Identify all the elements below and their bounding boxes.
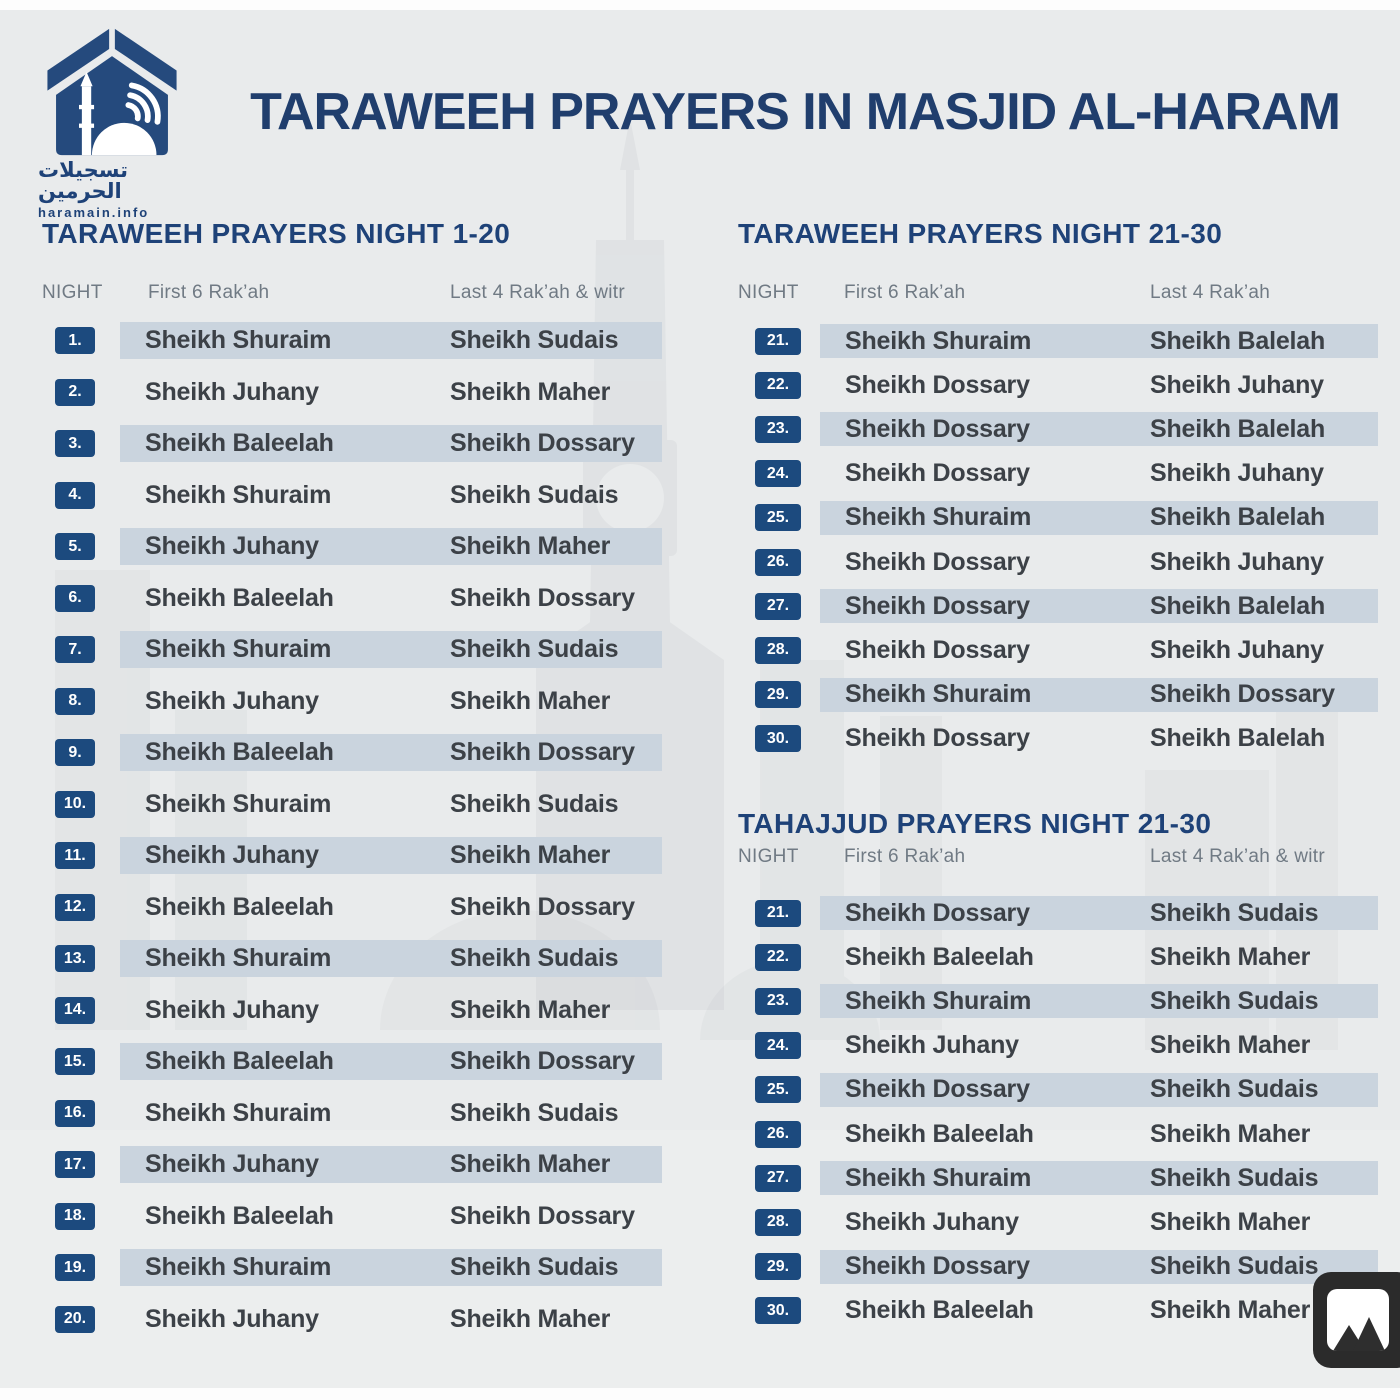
first-rakah-sheikh: Sheikh Shuraim <box>145 944 332 973</box>
column-header-first-rakah: First 6 Rak’ah <box>844 846 966 867</box>
first-rakah-sheikh: Sheikh Baleelah <box>145 738 334 767</box>
night-number-badge: 22. <box>755 372 801 399</box>
last-rakah-sheikh: Sheikh Balelah <box>1150 724 1326 753</box>
haramain-logo <box>38 26 218 220</box>
first-rakah-sheikh: Sheikh Dossary <box>845 1075 1030 1104</box>
night-number-badge: 24. <box>755 460 801 487</box>
first-rakah-sheikh: Sheikh Baleelah <box>145 429 334 458</box>
first-rakah-sheikh: Sheikh Shuraim <box>145 480 332 509</box>
table-row <box>42 830 662 882</box>
last-rakah-sheikh: Sheikh Maher <box>1150 1119 1311 1148</box>
row-band <box>120 837 662 874</box>
last-rakah-sheikh: Sheikh Juhany <box>1150 635 1324 664</box>
first-rakah-sheikh: Sheikh Shuraim <box>145 635 332 664</box>
night-number-badge: 12. <box>55 894 95 921</box>
last-rakah-sheikh: Sheikh Juhany <box>1150 459 1324 488</box>
last-rakah-sheikh: Sheikh Maher <box>1150 1207 1311 1236</box>
last-rakah-sheikh: Sheikh Sudais <box>450 635 619 664</box>
row-band <box>120 528 662 565</box>
row-band <box>120 580 662 617</box>
logo-domain-text: haramain.info <box>38 205 150 220</box>
row-band <box>820 324 1378 358</box>
table-row <box>42 882 662 934</box>
table-row <box>738 452 1378 496</box>
table-row <box>42 624 662 676</box>
first-rakah-sheikh: Sheikh Baleelah <box>845 942 1034 971</box>
night-number-badge: 30. <box>755 725 801 752</box>
row-band <box>820 545 1378 579</box>
first-rakah-sheikh: Sheikh Shuraim <box>845 503 1032 532</box>
first-rakah-sheikh: Sheikh Juhany <box>145 1150 319 1179</box>
first-rakah-sheikh: Sheikh Dossary <box>845 370 1030 399</box>
first-rakah-sheikh: Sheikh Baleelah <box>145 1047 334 1076</box>
row-band <box>820 1205 1378 1239</box>
row-band <box>820 1073 1378 1107</box>
table-row <box>42 573 662 625</box>
last-rakah-sheikh: Sheikh Maher <box>1150 1296 1311 1325</box>
last-rakah-sheikh: Sheikh Balelah <box>1150 326 1326 355</box>
last-rakah-sheikh: Sheikh Dossary <box>450 738 635 767</box>
section-title: TARAWEEH PRAYERS NIGHT 21-30 <box>738 218 1223 249</box>
row-band <box>120 1146 662 1183</box>
page-title: TARAWEEH PRAYERS IN MASJID AL-HARAM <box>250 83 1340 141</box>
column-headers <box>42 282 662 306</box>
night-number-badge: 5. <box>55 533 95 560</box>
row-band <box>820 678 1378 712</box>
row-band <box>120 889 662 926</box>
column-headers <box>738 846 1378 870</box>
night-number-badge: 3. <box>55 430 95 457</box>
image-placeholder-icon[interactable] <box>1313 1272 1400 1368</box>
table-row <box>738 979 1378 1023</box>
table-row <box>738 1024 1378 1068</box>
row-band <box>820 1294 1378 1328</box>
night-number-badge: 8. <box>55 688 95 715</box>
table-row <box>42 1139 662 1191</box>
first-rakah-sheikh: Sheikh Juhany <box>145 377 319 406</box>
row-band <box>120 1249 662 1286</box>
row-band <box>820 633 1378 667</box>
column-headers <box>738 282 1378 306</box>
night-number-badge: 28. <box>755 1209 801 1236</box>
row-band <box>120 940 662 977</box>
night-number-badge: 17. <box>55 1151 95 1178</box>
last-rakah-sheikh: Sheikh Juhany <box>1150 370 1324 399</box>
table-row <box>42 933 662 985</box>
last-rakah-sheikh: Sheikh Dossary <box>450 583 635 612</box>
last-rakah-sheikh: Sheikh Sudais <box>1150 1163 1319 1192</box>
first-rakah-sheikh: Sheikh Shuraim <box>145 1253 332 1282</box>
last-rakah-sheikh: Sheikh Sudais <box>450 480 619 509</box>
night-number-badge: 15. <box>55 1048 95 1075</box>
night-number-badge: 29. <box>755 681 801 708</box>
column-header-night: NIGHT <box>738 282 799 303</box>
last-rakah-sheikh: Sheikh Balelah <box>1150 503 1326 532</box>
last-rakah-sheikh: Sheikh Maher <box>450 686 611 715</box>
section-taraweeh-1-20 <box>42 218 662 1345</box>
table-rows <box>738 319 1378 761</box>
table-row <box>738 319 1378 363</box>
table-row <box>42 727 662 779</box>
first-rakah-sheikh: Sheikh Juhany <box>145 532 319 561</box>
night-number-badge: 1. <box>55 327 95 354</box>
last-rakah-sheikh: Sheikh Dossary <box>450 429 635 458</box>
row-band <box>120 1301 662 1338</box>
first-rakah-sheikh: Sheikh Juhany <box>845 1207 1019 1236</box>
last-rakah-sheikh: Sheikh Dossary <box>1150 680 1335 709</box>
first-rakah-sheikh: Sheikh Dossary <box>845 724 1030 753</box>
row-band <box>820 1161 1378 1195</box>
night-number-badge: 23. <box>755 988 801 1015</box>
night-number-badge: 14. <box>55 997 95 1024</box>
table-row <box>738 1200 1378 1244</box>
table-row <box>42 470 662 522</box>
night-number-badge: 21. <box>755 328 801 355</box>
night-number-badge: 28. <box>755 637 801 664</box>
night-number-badge: 24. <box>755 1032 801 1059</box>
first-rakah-sheikh: Sheikh Dossary <box>845 635 1030 664</box>
last-rakah-sheikh: Sheikh Maher <box>1150 942 1311 971</box>
first-rakah-sheikh: Sheikh Shuraim <box>845 326 1032 355</box>
first-rakah-sheikh: Sheikh Baleelah <box>145 1201 334 1230</box>
mountains-glyph <box>1331 1311 1385 1351</box>
last-rakah-sheikh: Sheikh Dossary <box>450 1047 635 1076</box>
first-rakah-sheikh: Sheikh Dossary <box>845 459 1030 488</box>
first-rakah-sheikh: Sheikh Juhany <box>145 1304 319 1333</box>
night-number-badge: 4. <box>55 482 95 509</box>
column-header-night: NIGHT <box>42 282 103 303</box>
night-number-badge: 23. <box>755 416 801 443</box>
night-number-badge: 25. <box>755 1076 801 1103</box>
first-rakah-sheikh: Sheikh Juhany <box>145 995 319 1024</box>
section-title: TARAWEEH PRAYERS NIGHT 1-20 <box>42 218 511 249</box>
first-rakah-sheikh: Sheikh Baleelah <box>145 892 334 921</box>
first-rakah-sheikh: Sheikh Dossary <box>845 1252 1030 1281</box>
first-rakah-sheikh: Sheikh Juhany <box>845 1031 1019 1060</box>
section-taraweeh-21-30 <box>738 218 1378 761</box>
table-row <box>42 1242 662 1294</box>
night-number-badge: 29. <box>755 1253 801 1280</box>
first-rakah-sheikh: Sheikh Shuraim <box>845 680 1032 709</box>
night-number-badge: 16. <box>55 1100 95 1127</box>
first-rakah-sheikh: Sheikh Shuraim <box>145 326 332 355</box>
last-rakah-sheikh: Sheikh Dossary <box>450 1201 635 1230</box>
column-header-last-rakah: Last 4 Rak’ah & witr <box>450 282 625 303</box>
table-row <box>738 1156 1378 1200</box>
column-header-first-rakah: First 6 Rak’ah <box>148 282 270 303</box>
table-row <box>738 1112 1378 1156</box>
table-row <box>738 407 1378 451</box>
row-band <box>820 1117 1378 1151</box>
kaaba-broadcast-icon <box>40 26 184 158</box>
last-rakah-sheikh: Sheikh Balelah <box>1150 414 1326 443</box>
first-rakah-sheikh: Sheikh Shuraim <box>145 789 332 818</box>
first-rakah-sheikh: Sheikh Baleelah <box>145 583 334 612</box>
last-rakah-sheikh: Sheikh Maher <box>450 377 611 406</box>
first-rakah-sheikh: Sheikh Baleelah <box>845 1119 1034 1148</box>
table-row <box>42 1036 662 1088</box>
first-rakah-sheikh: Sheikh Baleelah <box>845 1296 1034 1325</box>
last-rakah-sheikh: Sheikh Sudais <box>450 1098 619 1127</box>
row-band <box>120 631 662 668</box>
night-number-badge: 26. <box>755 1121 801 1148</box>
table-row <box>738 891 1378 935</box>
table-row <box>42 1294 662 1346</box>
table-row <box>42 985 662 1037</box>
night-number-badge: 19. <box>55 1254 95 1281</box>
row-band <box>820 1029 1378 1063</box>
table-row <box>738 584 1378 628</box>
table-row <box>42 676 662 728</box>
last-rakah-sheikh: Sheikh Sudais <box>1150 1252 1319 1281</box>
row-band <box>820 412 1378 446</box>
row-band <box>820 368 1378 402</box>
row-band <box>120 992 662 1029</box>
first-rakah-sheikh: Sheikh Shuraim <box>845 986 1032 1015</box>
row-band <box>120 734 662 771</box>
row-band <box>820 984 1378 1018</box>
last-rakah-sheikh: Sheikh Juhany <box>1150 547 1324 576</box>
last-rakah-sheikh: Sheikh Sudais <box>1150 1075 1319 1104</box>
table-row <box>738 1289 1378 1333</box>
row-band <box>820 501 1378 535</box>
table-row <box>738 673 1378 717</box>
first-rakah-sheikh: Sheikh Dossary <box>845 547 1030 576</box>
night-number-badge: 2. <box>55 379 95 406</box>
night-number-badge: 21. <box>755 900 801 927</box>
row-band <box>820 896 1378 930</box>
last-rakah-sheikh: Sheikh Maher <box>450 841 611 870</box>
logo-arabic-text: تسجيلات الحرمين <box>38 158 129 203</box>
last-rakah-sheikh: Sheikh Sudais <box>450 326 619 355</box>
night-number-badge: 18. <box>55 1203 95 1230</box>
night-number-badge: 7. <box>55 636 95 663</box>
last-rakah-sheikh: Sheikh Maher <box>450 1304 611 1333</box>
last-rakah-sheikh: Sheikh Maher <box>450 532 611 561</box>
column-header-night: NIGHT <box>738 846 799 867</box>
section-title: TAHAJJUD PRAYERS NIGHT 21-30 <box>738 808 1212 839</box>
table-row <box>738 363 1378 407</box>
last-rakah-sheikh: Sheikh Balelah <box>1150 591 1326 620</box>
first-rakah-sheikh: Sheikh Juhany <box>145 686 319 715</box>
night-number-badge: 10. <box>55 791 95 818</box>
table-row <box>738 628 1378 672</box>
row-band <box>120 1043 662 1080</box>
row-band <box>820 940 1378 974</box>
table-rows <box>738 891 1378 1333</box>
last-rakah-sheikh: Sheikh Sudais <box>450 789 619 818</box>
row-band <box>820 457 1378 491</box>
table-row <box>42 779 662 831</box>
night-number-badge: 13. <box>55 945 95 972</box>
row-band <box>120 683 662 720</box>
last-rakah-sheikh: Sheikh Sudais <box>1150 898 1319 927</box>
night-number-badge: 30. <box>755 1297 801 1324</box>
first-rakah-sheikh: Sheikh Shuraim <box>845 1163 1032 1192</box>
last-rakah-sheikh: Sheikh Sudais <box>450 944 619 973</box>
last-rakah-sheikh: Sheikh Maher <box>450 995 611 1024</box>
night-number-badge: 6. <box>55 585 95 612</box>
night-number-badge: 27. <box>755 593 801 620</box>
night-number-badge: 20. <box>55 1306 95 1333</box>
night-number-badge: 27. <box>755 1165 801 1192</box>
first-rakah-sheikh: Sheikh Dossary <box>845 591 1030 620</box>
row-band <box>120 1095 662 1132</box>
column-header-last-rakah: Last 4 Rak’ah & witr <box>1150 846 1325 867</box>
image-placeholder-inner <box>1327 1289 1389 1351</box>
table-row <box>42 1191 662 1243</box>
first-rakah-sheikh: Sheikh Juhany <box>145 841 319 870</box>
table-row <box>738 935 1378 979</box>
table-row <box>738 717 1378 761</box>
row-band <box>120 786 662 823</box>
row-band <box>120 322 662 359</box>
night-number-badge: 25. <box>755 504 801 531</box>
last-rakah-sheikh: Sheikh Maher <box>1150 1031 1311 1060</box>
last-rakah-sheikh: Sheikh Sudais <box>450 1253 619 1282</box>
table-row <box>738 540 1378 584</box>
last-rakah-sheikh: Sheikh Sudais <box>1150 986 1319 1015</box>
row-band <box>120 1198 662 1235</box>
column-header-first-rakah: First 6 Rak’ah <box>844 282 966 303</box>
table-row <box>42 1088 662 1140</box>
row-band <box>820 589 1378 623</box>
first-rakah-sheikh: Sheikh Dossary <box>845 414 1030 443</box>
night-number-badge: 11. <box>55 842 95 869</box>
table-row <box>42 315 662 367</box>
last-rakah-sheikh: Sheikh Maher <box>450 1150 611 1179</box>
table-row <box>738 1245 1378 1289</box>
section-tahajjud-21-30 <box>738 808 1378 1333</box>
table-row <box>738 1068 1378 1112</box>
row-band <box>120 374 662 411</box>
row-band <box>820 1250 1378 1284</box>
table-rows <box>42 315 662 1345</box>
first-rakah-sheikh: Sheikh Shuraim <box>145 1098 332 1127</box>
table-row <box>42 367 662 419</box>
table-row <box>738 496 1378 540</box>
table-row <box>42 521 662 573</box>
row-band <box>820 722 1378 756</box>
night-number-badge: 9. <box>55 739 95 766</box>
first-rakah-sheikh: Sheikh Dossary <box>845 898 1030 927</box>
night-number-badge: 26. <box>755 549 801 576</box>
row-band <box>120 425 662 462</box>
row-band <box>120 477 662 514</box>
table-row <box>42 418 662 470</box>
column-header-last-rakah: Last 4 Rak’ah <box>1150 282 1271 303</box>
last-rakah-sheikh: Sheikh Dossary <box>450 892 635 921</box>
night-number-badge: 22. <box>755 944 801 971</box>
